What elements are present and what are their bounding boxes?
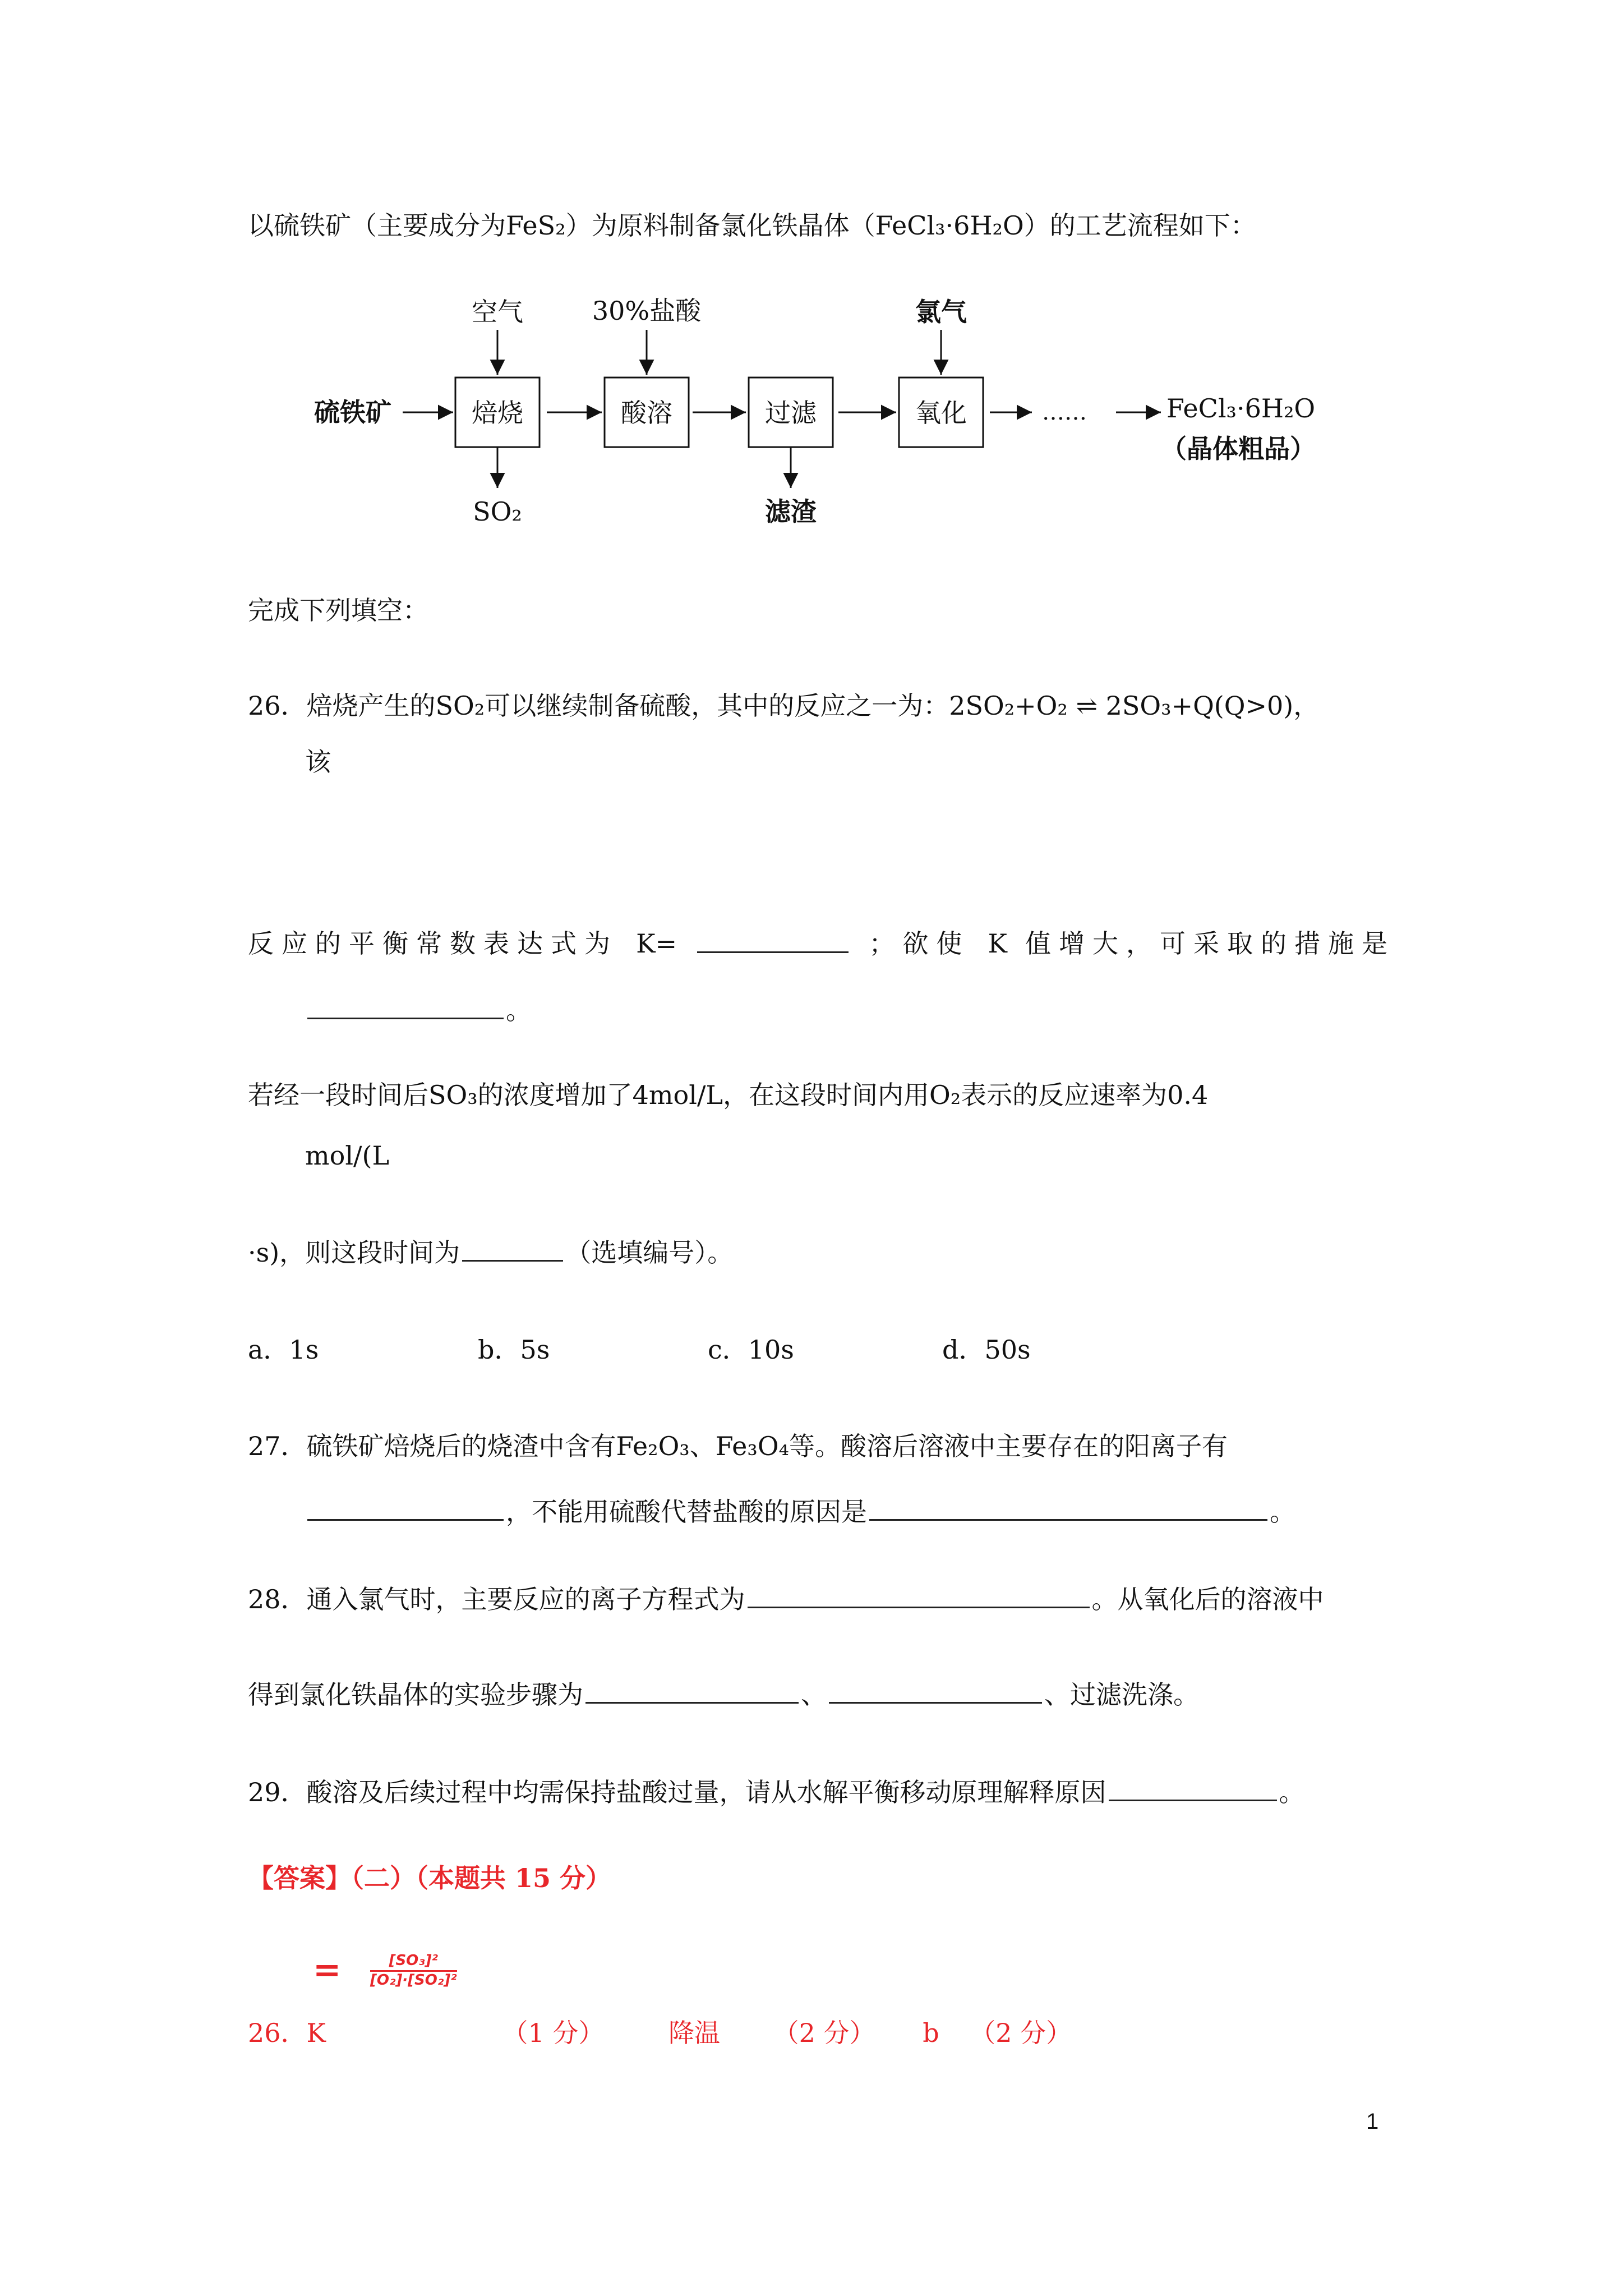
- q27-text: 。: [1270, 1497, 1295, 1527]
- q27-text: ，不能用硫酸代替盐酸的原因是: [506, 1497, 867, 1527]
- process-flow-diagram: [303, 292, 1368, 550]
- fraction-denominator: [O₂]·[SO₂]²: [370, 1972, 457, 1989]
- q26-line2: 该: [305, 747, 331, 777]
- flow-output-residue: 滤渣: [765, 496, 817, 527]
- q26-option-d: d．50s: [942, 1335, 1031, 1365]
- q26-line5: 若经一段时间后SO₃的浓度增加了4mol/L，在这段时间内用O₂表示的反应速率为0.4: [248, 1080, 1209, 1110]
- flow-top-input-air: 空气: [472, 297, 523, 327]
- q26-blank-k-expression[interactable]: [697, 927, 849, 953]
- answer-k-fraction: [370, 1952, 457, 1989]
- q26-text: K=: [636, 928, 677, 959]
- flow-box-label: 焙烧: [472, 398, 523, 428]
- q26-line4: [305, 993, 532, 1027]
- q28-text: 。从氧化后的溶液中: [1091, 1584, 1324, 1614]
- answer-score: （1 分）: [502, 2018, 605, 2048]
- fraction-numerator: [SO₃]²: [370, 1952, 457, 1972]
- q26-blank-time[interactable]: [462, 1235, 563, 1262]
- answer-value: 降温: [668, 2018, 721, 2048]
- q26-text: 值增大，可采取的措施是: [1025, 928, 1395, 959]
- q27-blank-cations[interactable]: [307, 1494, 504, 1521]
- answer-value: b: [923, 2018, 939, 2048]
- flow-dots: ……: [1042, 399, 1087, 425]
- q28-text: 得到氯化铁晶体的实验步骤为: [248, 1680, 583, 1710]
- flow-box-label: 过滤: [765, 398, 817, 428]
- flow-product: FeCl₃·6H₂O: [1166, 393, 1316, 424]
- q28-line1: [248, 1582, 1324, 1616]
- q26-line3: [248, 927, 1395, 960]
- q28-text: 、: [801, 1680, 827, 1710]
- page-number: 1: [1366, 2109, 1379, 2134]
- q27-blank-reason[interactable]: [869, 1494, 1267, 1521]
- q27-line2: [305, 1494, 1295, 1529]
- flow-top-input-chlorine: 氯气: [915, 297, 967, 327]
- q26-line7: [248, 1235, 733, 1269]
- q29-blank-reason[interactable]: [1109, 1775, 1277, 1801]
- q29-text: 29．酸溶及后续过程中均需保持盐酸过量，请从水解平衡移动原理解释原因: [248, 1777, 1106, 1807]
- flow-box-label: 氧化: [915, 398, 967, 428]
- q26-option-a: a．1s: [248, 1335, 319, 1365]
- q29-text: 。: [1279, 1777, 1305, 1807]
- answer-equals-sign: =: [313, 1950, 342, 1990]
- q26-text: 反应的平衡常数表达式为: [248, 928, 618, 959]
- q26-text: 。: [506, 995, 532, 1025]
- q28-blank-ionic-equation[interactable]: [748, 1582, 1090, 1608]
- answer-section: （二）（本题共 15 分）: [351, 1863, 612, 1893]
- q26-option-c: c．10s: [708, 1335, 794, 1365]
- instruction-text: 完成下列填空：: [248, 595, 428, 625]
- q26-line1: 26．焙烧产生的SO₂可以继续制备硫酸，其中的反应之一为：2SO₂+O₂ ⇌ 2SO₃+Q(Q>0)，: [248, 691, 1320, 721]
- q28-line2: [248, 1677, 1199, 1711]
- q28-blank-step1[interactable]: [585, 1677, 799, 1704]
- q26-option-b: b．5s: [478, 1335, 550, 1365]
- flow-box-label: 酸溶: [621, 398, 672, 428]
- q28-text: 、过滤洗涤。: [1044, 1680, 1199, 1710]
- flow-output-so2: SO₂: [473, 496, 522, 527]
- q28-blank-step2[interactable]: [829, 1677, 1042, 1704]
- q26-text: （选填编号）。: [565, 1237, 734, 1268]
- flow-top-input-hcl: 30%盐酸: [592, 296, 702, 326]
- answer-line-26: [248, 2016, 1072, 2050]
- q29-line1: [248, 1775, 1305, 1809]
- answer-score: （2 分）: [773, 2018, 875, 2048]
- flow-product-note: （晶体粗品）: [1161, 434, 1316, 464]
- q27-line1: 27．硫铁矿焙烧后的烧渣中含有Fe₂O₃、Fe₃O₄等。酸溶后溶液中主要存在的阳离子有: [248, 1431, 1228, 1461]
- answer-prefix: 26．K: [248, 2018, 326, 2048]
- q26-text: K: [988, 928, 1007, 959]
- q28-text: 28．通入氯气时，主要反应的离子方程式为: [248, 1584, 745, 1614]
- intro-text: 以硫铁矿（主要成分为FeS₂）为原料制备氯化铁晶体（FeCl₃·6H₂O）的工艺流程如下：: [248, 210, 1256, 241]
- flow-input-label: 硫铁矿: [314, 397, 391, 427]
- answer-score: （2 分）: [970, 2018, 1072, 2048]
- q26-text: ·s)，则这段时间为: [248, 1237, 460, 1268]
- q26-text: ；欲使: [869, 928, 970, 959]
- answer-header: [248, 1861, 611, 1895]
- q26-blank-measure[interactable]: [307, 993, 504, 1019]
- q26-line6: mol/(L: [305, 1140, 390, 1171]
- answer-tag: 【答案】: [248, 1863, 351, 1893]
